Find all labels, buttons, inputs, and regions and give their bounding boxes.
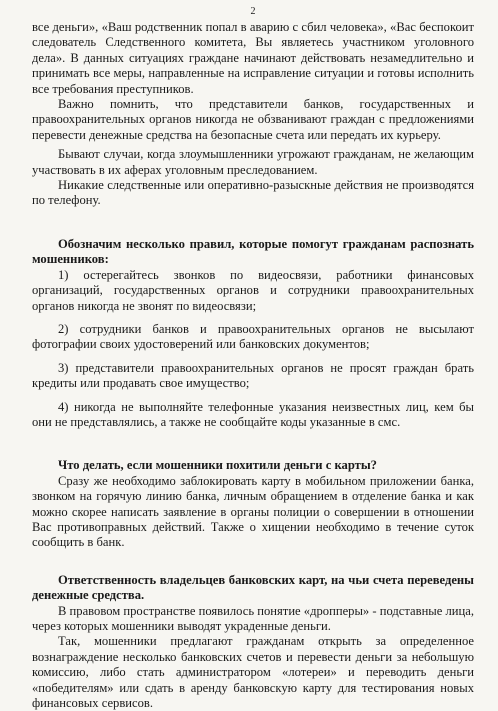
- paragraph-no-phone-investigations: Никакие следственные или оперативно-разыскные действия не производятся по телефону.: [32, 178, 474, 208]
- rule-item-3: 3) представители правоохранительных органов не просят граждан брать кредиты или продавать свое имущество;: [32, 360, 474, 391]
- rule-item-2: 2) сотрудники банков и правоохранительных органов не высылают фотографии своих удостоверений или банковских документов;: [32, 321, 474, 352]
- heading-stolen-money: Что делать, если мошенники похитили деньги с карты?: [58, 458, 377, 473]
- paragraph-fraud-offers: Так, мошенники предлагают гражданам открыть за определенное вознаграждение несколько банковских счетов и перевести деньги за небольшую комиссию, либо стать администратором «лотереи» и переводить деньги «победителям» или сдать в аренду банковскую карту для тестирования новых финансовых сервисов.: [32, 634, 474, 711]
- page-number: 2: [250, 6, 256, 17]
- heading-rules: Обозначим несколько правил, которые помогут гражданам распознать мошенников:: [32, 236, 474, 267]
- paragraph-scam-phrases: все деньги», «Ваш родственник попал в аварию с сбил человека», «Вас беспокоит следователь Следственного комитета, Вы являетесь участником уголовного дела». В данных ситуациях граждане начинают действовать незамедлительно и принимать все меры, направленные на исправление ситуации и готовы исполнить все требования преступников.: [32, 20, 474, 96]
- paragraph-threats: Бывают случаи, когда злоумышленники угрожают гражданам, не желающим участвовать в их аферах уголовным преследованием.: [32, 147, 474, 177]
- paragraph-important-reminder: Важно помнить, что представители банков, государственных и правоохранительных органов никогда не обзванивают граждан с предложениями перевести денежные средства на безопасные счета или передать их курьеру.: [32, 97, 474, 142]
- heading-card-owner-liability: Ответственность владельцев банковских карт, на чьи счета переведены денежные средства.: [32, 572, 474, 603]
- paragraph-droppers: В правовом пространстве появилось понятие «дропперы» - подставные лица, через которых мошенники выводят украденные деньги.: [32, 603, 475, 633]
- paragraph-block-card: Сразу же необходимо заблокировать карту в мобильном приложении банка, звонком на горячую линию банка, личным обращением в отделение банка и как можно скорее написать заявление в органы полиции о совершении в отношении Вас противоправных действий. Также о хищении необходимо в течение суток сообщить в банк.: [32, 473, 474, 550]
- rule-item-4: 4) никогда не выполняйте телефонные указания неизвестных лиц, кем бы они не представлялись, а также не сообщайте коды указанные в смс.: [32, 399, 474, 429]
- rule-item-1: 1) остерегайтесь звонков по видеосвязи, работники финансовых организаций, государственных органов и сотрудники правоохранительных органов никогда не звонят по видеосвязи;: [32, 267, 474, 313]
